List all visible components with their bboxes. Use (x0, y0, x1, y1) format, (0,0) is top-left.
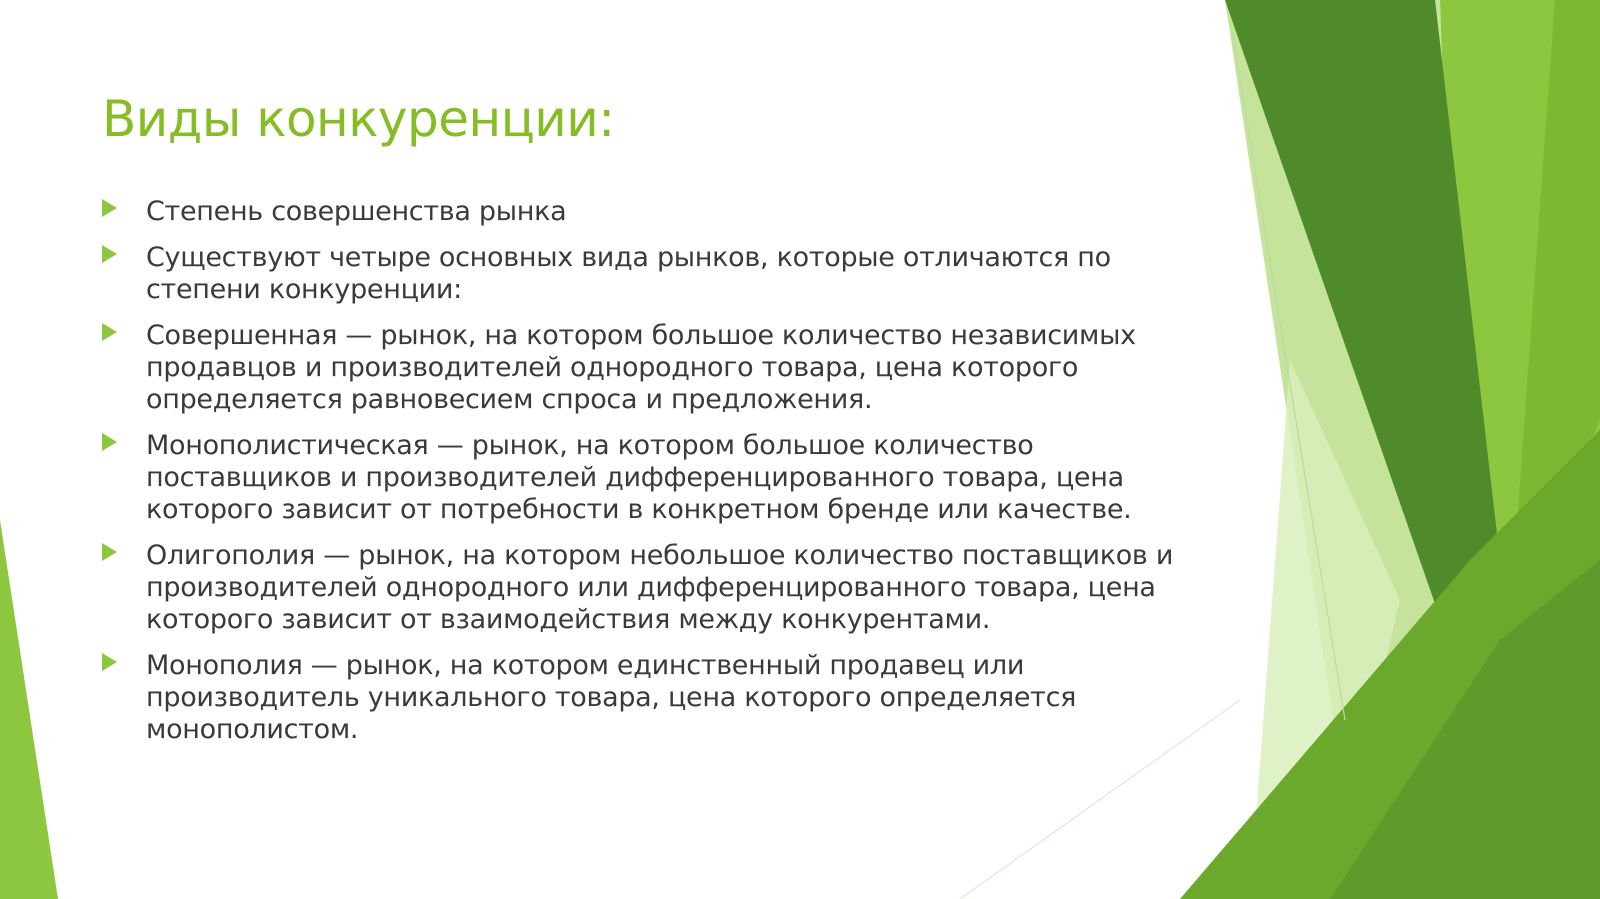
bullet-item (102, 320, 1222, 416)
bullet-list (102, 196, 1222, 760)
bullet-text: Степень совершенства рынка (146, 196, 567, 227)
bullet-item (102, 196, 1222, 228)
triangle-right-icon (102, 433, 117, 451)
bullet-text: Монополия — рынок, на котором единственный продавец или производитель уникального товара, цена которого определяется монополистом. (146, 650, 1077, 745)
triangle-right-icon (102, 653, 117, 671)
bullet-item (102, 242, 1222, 306)
bullet-text: Олигополия — рынок, на котором небольшое количество поставщиков и производителей однородного или дифференцированного товара, цена которого зависит от взаимодействия между конкурентами. (146, 540, 1174, 635)
triangle-right-icon (102, 543, 117, 561)
bullet-item (102, 650, 1222, 746)
bullet-text: Существуют четыре основных вида рынков, которые отличаются по степени конкуренции: (146, 242, 1111, 305)
slide-title: Виды конкуренции: (102, 90, 615, 148)
triangle-right-icon (102, 199, 117, 217)
deco-shape-left (0, 520, 58, 899)
triangle-right-icon (102, 323, 117, 341)
bullet-text: Совершенная — рынок, на котором большое количество независимых продавцов и производителей однородного товара, цена которого определяется равновесием спроса и предложения. (146, 320, 1136, 415)
triangle-right-icon (102, 245, 117, 263)
bullet-item (102, 540, 1222, 636)
bullet-item (102, 430, 1222, 526)
bullet-text: Монополистическая — рынок, на котором большое количество поставщиков и производителей дифференцированного товара, цена которого зависит от потребности в конкретном бренде или качестве. (146, 430, 1132, 525)
